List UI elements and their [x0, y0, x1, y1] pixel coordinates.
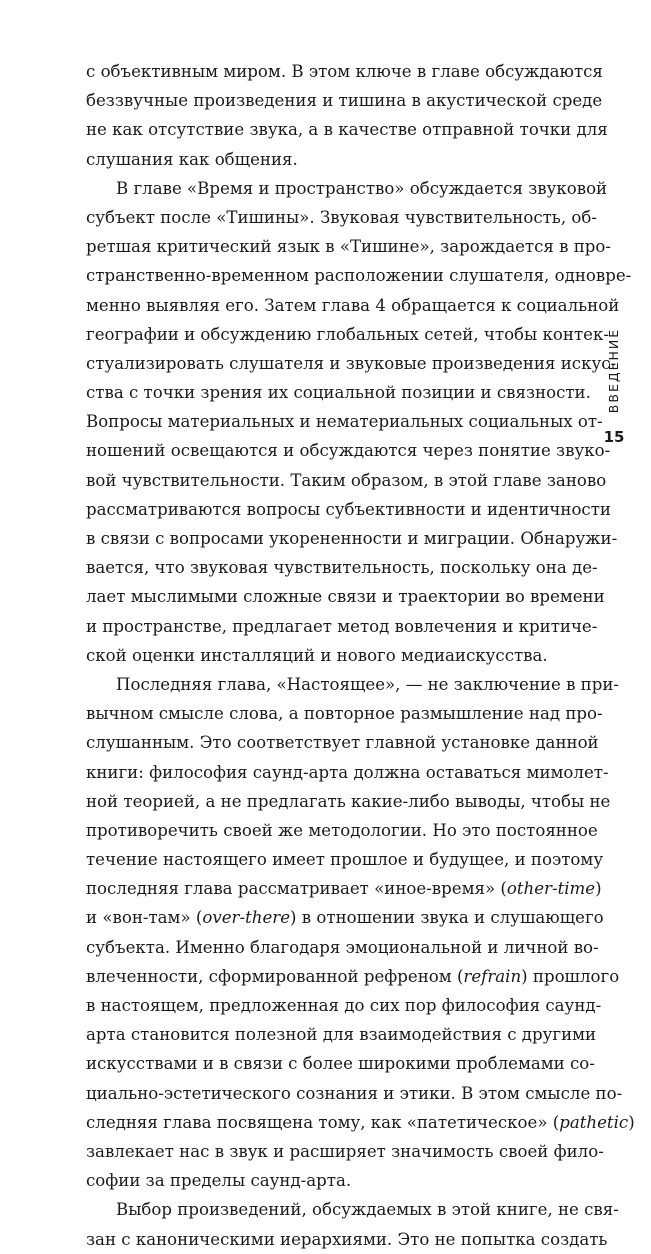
- text-line: [86, 699, 603, 728]
- text-segment: странственно-временном расположении слушателя, одновре-: [86, 266, 632, 286]
- text-line: [86, 962, 620, 991]
- text-line: [86, 787, 611, 816]
- text-segment: софии за пределы саунд-арта.: [86, 1171, 352, 1191]
- text-segment: следняя глава посвящена тому, как «патетическое» (: [86, 1112, 560, 1132]
- text-segment: влеченности, сформированной рефреном (: [86, 966, 464, 986]
- text-segment: ): [628, 1112, 635, 1132]
- text-segment: субъект после «Тишины». Звуковая чувствительность, об-: [86, 207, 597, 227]
- text-line: [86, 145, 560, 174]
- italic-term: over-there: [202, 908, 291, 928]
- text-line: [86, 1137, 604, 1166]
- text-segment: ношений освещаются и обсуждаются через понятие звуко-: [86, 441, 611, 461]
- text-segment: ской оценки инсталляций и нового медиаискусства.: [86, 645, 548, 665]
- text-line: [86, 1020, 597, 1049]
- page-number: 15: [603, 428, 625, 446]
- text-segment: Последняя глава, «Настоящее», — не заключение в при-: [116, 674, 620, 694]
- text-line: [86, 816, 598, 845]
- italic-term: pathetic: [559, 1112, 629, 1132]
- text-line: [86, 845, 604, 874]
- text-segment: вается, что звуковая чувствительность, поскольку она де-: [86, 558, 598, 578]
- italic-term: other-time: [506, 879, 596, 899]
- text-line: [86, 991, 602, 1020]
- text-segment: зан с каноническими иерархиями. Это не попытка создать: [86, 1229, 608, 1249]
- text-segment: арта становится полезной для взаимодействия с другими: [86, 1025, 597, 1045]
- text-segment: вычном смысле слова, а повторное размышление над про-: [86, 704, 603, 724]
- text-line: [86, 232, 612, 261]
- text-segment: ретшая критический язык в «Тишине», зарождается в про-: [86, 237, 612, 257]
- text-line: [86, 728, 599, 757]
- text-segment: искусствами и в связи с более широкими проблемами со-: [86, 1054, 595, 1074]
- text-segment: с объективным миром. В этом ключе в главе обсуждаются: [86, 62, 603, 81]
- text-segment: ной теорией, а не предлагать какие-либо выводы, чтобы не: [86, 791, 611, 811]
- text-line: [86, 495, 611, 524]
- text-line: [86, 291, 620, 320]
- italic-term: refrain: [463, 966, 522, 986]
- text-segment: противоречить своей же методологии. Но это постоянное: [86, 820, 598, 840]
- text-line: [86, 524, 618, 553]
- text-segment: ) в отношении звука и слушающего: [290, 908, 604, 928]
- text-line: [86, 1166, 560, 1195]
- text-segment: ства с точки зрения их социальной позиции и связности.: [86, 383, 591, 403]
- text-segment: вой чувствительности. Таким образом, в этой главе заново: [86, 470, 607, 490]
- text-line: [86, 933, 599, 962]
- text-segment: не как отсутствие звука, а в качестве отправной точки для: [86, 120, 608, 140]
- text-segment: Выбор произведений, обсуждаемых в этой книге, не свя-: [116, 1200, 619, 1220]
- text-line: [86, 407, 603, 436]
- text-segment: ) прошлого: [521, 966, 620, 986]
- text-segment: ): [595, 879, 602, 899]
- text-segment: циально-эстетического сознания и этики. В этом смысле по-: [86, 1083, 623, 1103]
- text-line: [86, 758, 609, 787]
- text-segment: В главе «Время и пространство» обсуждается звуковой: [116, 178, 608, 198]
- text-line: [86, 582, 605, 611]
- text-segment: стуализировать слушателя и звуковые произведения искус-: [86, 353, 617, 373]
- text-line: [86, 436, 611, 465]
- text-segment: менно выявляя его. Затем глава 4 обращается к социальной: [86, 295, 620, 315]
- text-line: [86, 320, 609, 349]
- text-line: [86, 874, 602, 903]
- text-segment: слушания как общения.: [86, 149, 298, 169]
- text-segment: субъекта. Именно благодаря эмоциональной и личной во-: [86, 937, 599, 957]
- text-segment: книги: философия саунд-арта должна оставаться мимолет-: [86, 762, 609, 782]
- text-line: [86, 57, 603, 86]
- text-line: [86, 1079, 623, 1108]
- text-line: [86, 349, 617, 378]
- text-line: [86, 115, 608, 144]
- text-segment: течение настоящего имеет прошлое и будущее, и поэтому: [86, 850, 604, 870]
- running-head-text: ВВЕДЕНИЕ: [606, 327, 622, 413]
- text-segment: в настоящем, предложенная до сих пор философия саунд-: [86, 996, 602, 1015]
- text-line: [86, 261, 632, 290]
- text-line: [86, 641, 560, 670]
- text-line: [86, 553, 598, 582]
- text-segment: Вопросы материальных и нематериальных социальных от-: [86, 412, 603, 432]
- running-head: [603, 327, 625, 413]
- text-segment: последняя глава рассматривает «иное-время» (: [86, 879, 507, 899]
- text-segment: в связи с вопросами укорененности и миграции. Обнаружи-: [86, 529, 618, 548]
- text-line: [86, 1195, 619, 1224]
- text-segment: и «вон-там» (: [86, 908, 203, 928]
- text-segment: лает мыслимыми сложные связи и траектории во времени: [86, 587, 605, 607]
- text-line: [86, 1108, 635, 1137]
- text-line: [86, 1049, 595, 1078]
- text-segment: и пространстве, предлагает метод вовлечения и критиче-: [86, 616, 598, 636]
- text-line: [86, 203, 597, 232]
- text-line: [86, 86, 603, 115]
- text-segment: рассматриваются вопросы субъективности и идентичности: [86, 499, 611, 519]
- text-line: [86, 174, 608, 203]
- text-line: [86, 378, 591, 407]
- text-segment: слушанным. Это соответствует главной установке данной: [86, 733, 599, 753]
- text-line: [86, 612, 598, 641]
- text-segment: беззвучные произведения и тишина в акустической среде: [86, 91, 603, 111]
- text-segment: географии и обсуждению глобальных сетей, чтобы контек-: [86, 324, 609, 344]
- text-line: [86, 466, 607, 495]
- text-line: [86, 903, 604, 932]
- text-line: [86, 670, 620, 699]
- text-segment: завлекает нас в звук и расширяет значимость своей фило-: [86, 1141, 604, 1161]
- text-line: [86, 1225, 608, 1254]
